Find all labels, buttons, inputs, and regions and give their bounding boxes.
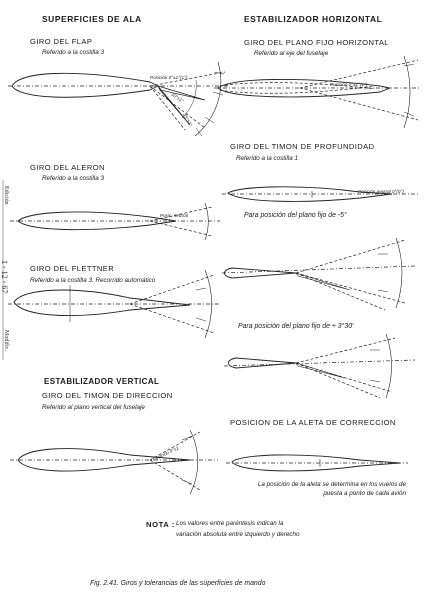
- trim-tab-profile-drawing: [226, 455, 408, 471]
- aileron-note: Referido a la costilla 3: [42, 175, 104, 182]
- rudder-note: Referido al plano vertical del fuselaje: [42, 404, 145, 411]
- rudder-label: Posición 0°±1: [151, 445, 180, 462]
- flap-label-neutral: Posición 0°±1°(1°): [150, 75, 188, 80]
- flettner-title: GIRO DEL FLETTNER: [30, 264, 115, 273]
- flap-note: Referido a la costilla 3: [42, 49, 104, 56]
- horizontal-stabilizer-heading: ESTABILIZADOR HORIZONTAL: [244, 14, 383, 24]
- elevator-plus3-diagram: [224, 334, 415, 398]
- trim-tab-note: La posición de la aleta se determina en los vuelos de puesta a punto de cada avión: [257, 481, 406, 497]
- rudder-title: GIRO DEL TIMON DE DIRECCION: [42, 391, 173, 400]
- vertical-stabilizer-heading: ESTABILIZADOR VERTICAL: [44, 377, 160, 386]
- flap-title: GIRO DEL FLAP: [30, 37, 93, 46]
- aileron-title: GIRO DEL ALERON: [30, 163, 105, 172]
- trim-tab-title: POSICION DE LA ALETA DE CORRECCION: [230, 418, 396, 427]
- fixed-plane-profile-drawing: [214, 56, 420, 128]
- note-label: NOTA :: [146, 520, 175, 529]
- fixed-plane-label: Posición 0°±1°(1°): [330, 82, 368, 87]
- elevator-caption-plus3: Para posición del plano fijo de + 3°30': [238, 323, 354, 330]
- margin-edition: Edición: [3, 186, 9, 205]
- elevator-caption-minus5: Para posición del plano fijo de -5°: [244, 212, 347, 219]
- flap-profile-drawing: [8, 62, 230, 136]
- flettner-note: Referido a la costilla 3. Recorrido automático: [30, 277, 156, 284]
- wing-surfaces-heading: SUPERFICIES DE ALA: [42, 14, 142, 24]
- note-line-1: Los valores entre paréntesis indican la: [176, 520, 284, 527]
- aileron-profile-drawing: [10, 203, 220, 240]
- elevator-minus5-diagram: [222, 238, 415, 310]
- rudder-profile-drawing: [10, 430, 218, 494]
- fixed-plane-title: GIRO DEL PLANO FIJO HORIZONTAL: [244, 38, 389, 47]
- elevator-note: Referido a la costilla 1: [236, 155, 298, 162]
- elevator-label-neutral: Posición neutral 0°(0°): [358, 189, 404, 194]
- flap-label-10: 10°±1°: [170, 91, 185, 104]
- figure-caption: Fig. 2.41. Giros y tolerancias de las superficies de mando: [90, 580, 266, 587]
- margin-mod: Modific.: [3, 330, 9, 351]
- margin-date: 1 - 12 - 67: [0, 260, 9, 294]
- flap-label-25: 25°±1°: [181, 112, 194, 128]
- fixed-plane-note: Referido al eje del fuselaje: [254, 50, 329, 57]
- aileron-label-neutral: Posic. neutral: [160, 213, 188, 218]
- elevator-title: GIRO DEL TIMON DE PROFUNDIDAD: [230, 142, 375, 151]
- note-line-2: variación absoluta entre izquierdo y derecho: [176, 531, 300, 538]
